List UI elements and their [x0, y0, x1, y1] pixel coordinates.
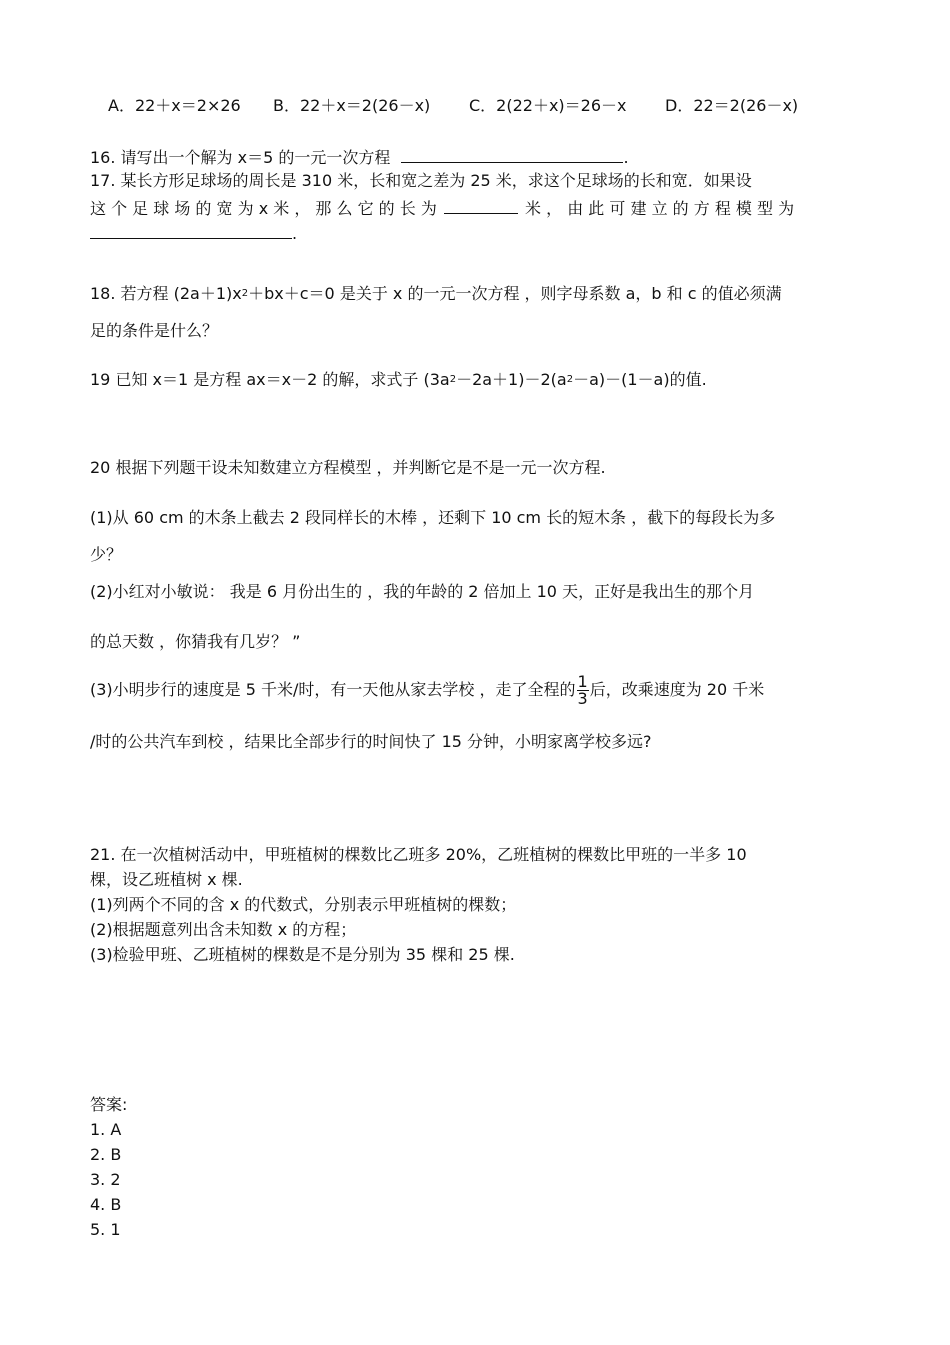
question-18-line2: 足的条件是什么？ [90, 321, 219, 340]
question-21-sub1: (1)列两个不同的含 x 的代数式，分别表示甲班植树的棵数； [90, 895, 517, 914]
q16-text: 16. 请写出一个解为 x＝5 的一元一次方程 [90, 148, 391, 167]
question-21-line2: 棵，设乙班植树 x 棵. [90, 870, 243, 889]
question-21-line1: 21. 在一次植树活动中，甲班植树的棵数比乙班多 20%，乙班植树的棵数比甲班的一半多 10 [90, 845, 747, 864]
question-19: 19 已知 x＝1 是方程 ax＝x－2 的解，求式子 $(3a^2-2a+1)-2(a^2-a)-(1-a)$的值. [90, 370, 707, 389]
q15-options [108, 96, 798, 116]
question-21-sub3: (3)检验甲班、乙班植树的棵数是不是分别为 35 棵和 25 棵. [90, 945, 515, 964]
q16-period: . [623, 148, 629, 167]
answer-item: 5. 1 [90, 1220, 121, 1239]
option-d: D．22＝2(26－x) [665, 96, 799, 115]
question-20-part1-line1: (1)从 60 cm 的木条上截去 2 段同样长的木棒 ，还剩下 10 cm 长的短木条 ，截下的每段长为多 [90, 508, 776, 527]
question-17-line2: 这 个 足 球 场 的 宽 为 x 米 ， 那 么 它 的 长 为 米 ， 由 此 可 建 立 的 方 程 模 型 为 [90, 199, 795, 218]
answer-item: 4. B [90, 1195, 122, 1214]
answer-item: 1. A [90, 1120, 122, 1139]
question-20-part3-line2: /时的公共汽车到校 ，结果比全部步行的时间快了 15 分钟，小明家离学校多远? [90, 732, 652, 751]
question-18-line1: 18. 若方程 $(2a+1)x^2+bx+c=0$ 是关于 x 的一元一次方程 ，则字母系数 a，b 和 c 的值必须满 [90, 284, 782, 303]
question-21-sub2: (2)根据题意列出含未知数 x 的方程； [90, 920, 357, 939]
option-b: B．22＋x＝2(26－x) [273, 96, 431, 115]
question-20-part2-line1: (2)小红对小敏说： 我是 6 月份出生的 ，我的年龄的 2 倍加上 10 天，正好是我出生的那个月 [90, 582, 755, 601]
answers-title: 答案: [90, 1095, 128, 1114]
q17-length-blank[interactable] [444, 197, 518, 214]
fraction-one-third: $\frac{1}{3}$ [577, 672, 588, 708]
option-a: A．22＋x＝2×26 [108, 96, 241, 115]
answer-item: 3. 2 [90, 1170, 121, 1189]
question-16 [90, 146, 629, 168]
question-17-line3: . [90, 222, 297, 244]
q17-equation-blank[interactable] [90, 222, 292, 239]
answer-item: 2. B [90, 1145, 122, 1164]
option-c: C．2(22＋x)＝26－x [469, 96, 627, 115]
question-20-part1-line2: 少？ [90, 545, 123, 564]
question-20-part2-line2: 的总天数 ，你猜我有几岁？ ” [90, 632, 301, 651]
question-20-part3-line1: (3)小明步行的速度是 5 千米/时，有一天他从家去学校 ，走了全程的 $\frac{1}{3}$ 后，改乘速度为 20 千米 [90, 672, 765, 708]
question-17-line1: 17. 某长方形足球场的周长是 310 米，长和宽之差为 25 米，求这个足球场的长和宽．如果设 [90, 171, 752, 190]
q16-answer-blank[interactable] [401, 146, 623, 163]
question-20-intro: 20 根据下列题干设未知数建立方程模型 ，并判断它是不是一元一次方程. [90, 458, 606, 477]
